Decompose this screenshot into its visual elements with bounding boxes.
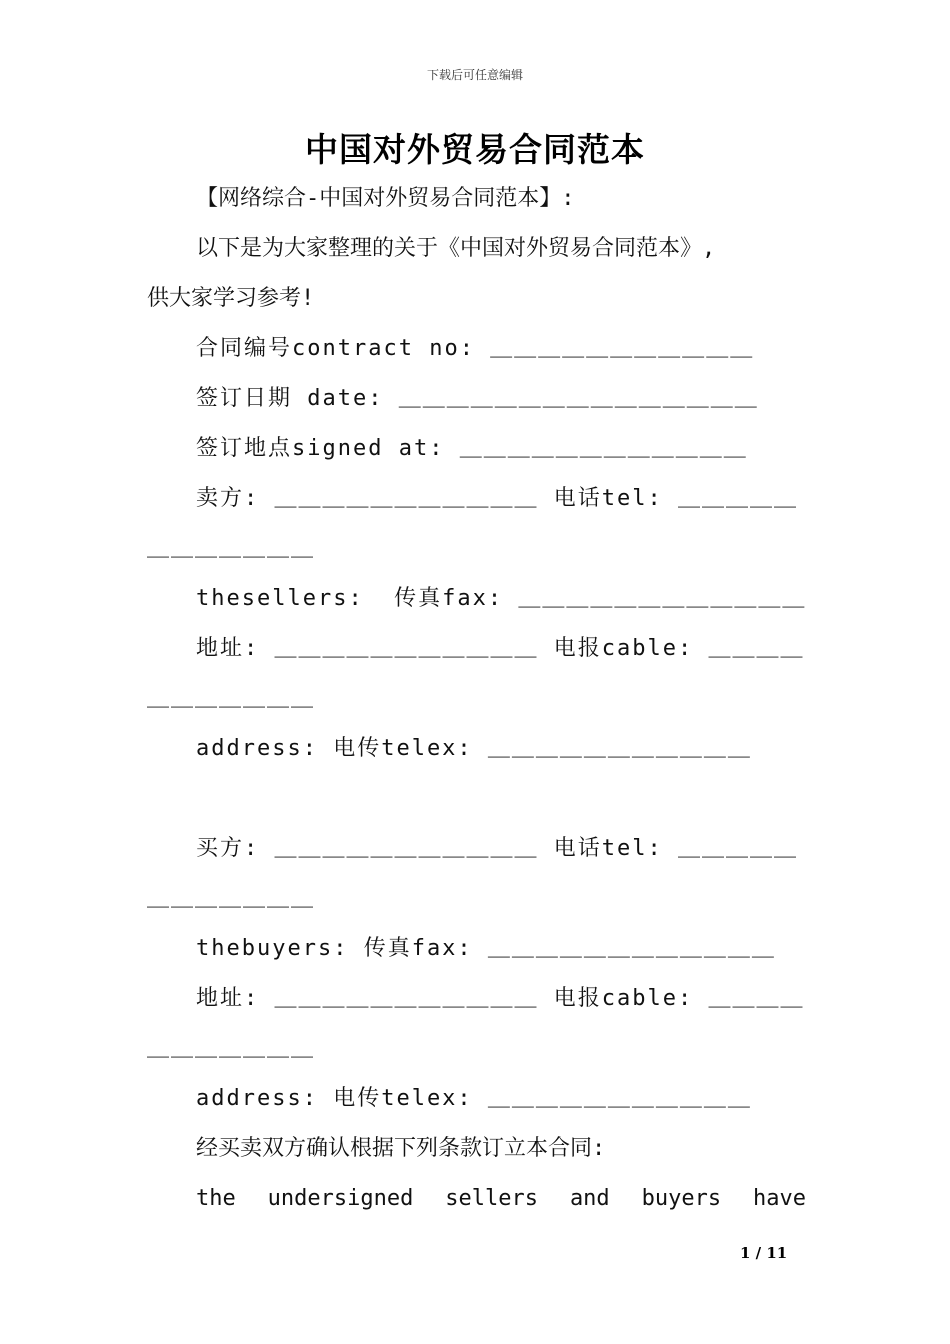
intro-line: 以下是为大家整理的关于《中国对外贸易合同范本》, <box>196 236 716 261</box>
word: have <box>753 1186 806 1211</box>
page-number: 1 / 11 <box>740 1244 788 1262</box>
intro-source-line: 【网络综合-中国对外贸易合同范本】: <box>196 186 575 211</box>
buyer-phone-field-continued: ＿＿＿＿＿＿＿ <box>147 886 316 911</box>
word: buyers <box>641 1186 722 1211</box>
seller-telex-field: address: 电传telex: ＿＿＿＿＿＿＿＿＿＿＿ <box>196 736 752 761</box>
signing-place-field: 签订地点signed at: ＿＿＿＿＿＿＿＿＿＿＿＿ <box>196 436 748 461</box>
word: sellers <box>445 1186 539 1211</box>
intro-line-continued: 供大家学习参考! <box>147 286 315 311</box>
word: and <box>569 1186 610 1211</box>
document-title: 中国对外贸易合同范本 <box>305 130 645 169</box>
buyer-phone-field: 买方: ＿＿＿＿＿＿＿＿＿＿＿ 电话tel: ＿＿＿＿＿ <box>196 836 798 861</box>
seller-fax-field: thesellers: 传真fax: ＿＿＿＿＿＿＿＿＿＿＿＿ <box>196 586 807 611</box>
contract-number-field: 合同编号contract no: ＿＿＿＿＿＿＿＿＿＿＿ <box>196 336 755 361</box>
word: the <box>196 1186 236 1211</box>
agreement-english-line <box>196 1184 806 1214</box>
seller-address-cable-field-continued: ＿＿＿＿＿＿＿ <box>147 686 316 711</box>
agreement-statement: 经买卖双方确认根据下列条款订立本合同: <box>196 1136 606 1161</box>
buyer-telex-field: address: 电传telex: ＿＿＿＿＿＿＿＿＿＿＿ <box>196 1086 752 1111</box>
seller-phone-field: 卖方: ＿＿＿＿＿＿＿＿＿＿＿ 电话tel: ＿＿＿＿＿ <box>196 486 798 511</box>
buyer-address-cable-field: 地址: ＿＿＿＿＿＿＿＿＿＿＿ 电报cable: ＿＿＿＿ <box>196 986 805 1011</box>
seller-phone-field-continued: ＿＿＿＿＿＿＿ <box>147 536 316 561</box>
signing-date-field: 签订日期 date: ＿＿＿＿＿＿＿＿＿＿＿＿＿＿＿ <box>196 386 759 411</box>
word: undersigned <box>267 1186 414 1211</box>
header-note: 下载后可任意编辑 <box>426 68 523 82</box>
seller-address-cable-field: 地址: ＿＿＿＿＿＿＿＿＿＿＿ 电报cable: ＿＿＿＿ <box>196 636 805 661</box>
buyer-fax-field: thebuyers: 传真fax: ＿＿＿＿＿＿＿＿＿＿＿＿ <box>196 936 776 961</box>
buyer-address-cable-field-continued: ＿＿＿＿＿＿＿ <box>147 1036 316 1061</box>
